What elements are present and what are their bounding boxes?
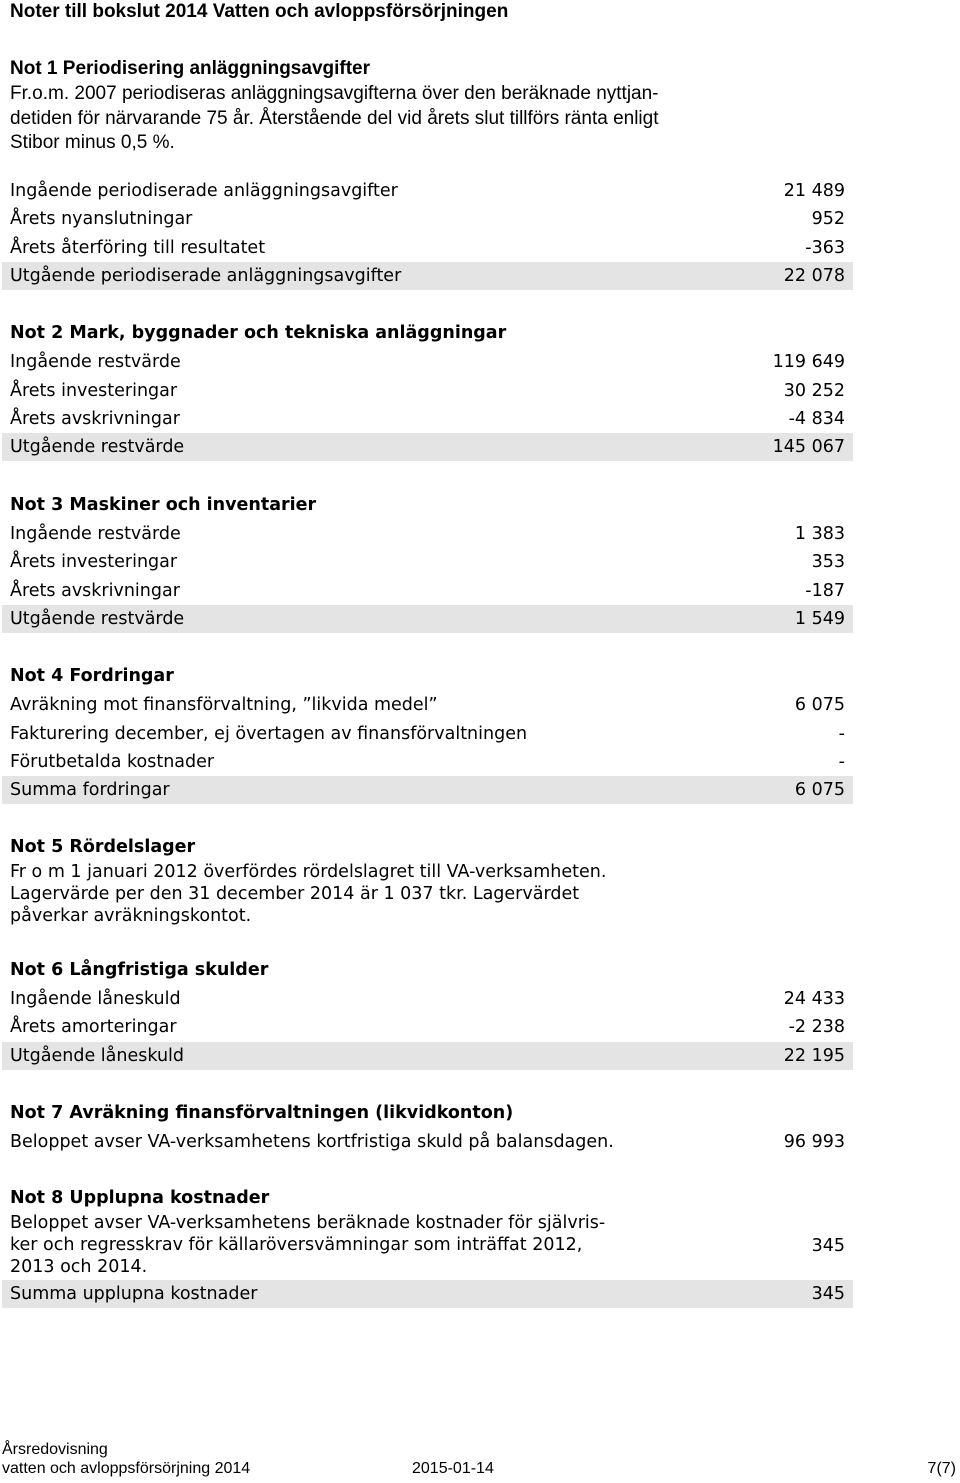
footer-subtitle: vatten och avloppsförsörjning 2014 [2,1460,251,1477]
row-value: -363 [805,238,845,258]
row-label: Årets investeringar [10,552,178,572]
row-label: Summa upplupna kostnader [10,1284,258,1304]
row-label: Ingående låneskuld [10,989,181,1009]
footer-page-number: 7(7) [927,1460,956,1477]
row-value: 952 [811,209,845,229]
note-2-total-row [2,433,853,461]
footer-date: 2015-01-14 [412,1460,494,1477]
row-label: Ingående restvärde [10,352,181,372]
row-label: Årets återföring till resultatet [10,238,266,258]
note-4-row [2,691,853,719]
row-value: - [838,724,845,744]
note-6-row [2,985,853,1013]
row-value: 6 075 [794,695,845,715]
row-value: 345 [811,1284,845,1304]
row-value: 119 649 [772,352,845,372]
note-7-row [2,1128,853,1156]
row-label: Årets avskrivningar [10,409,180,429]
row-label: Utgående låneskuld [10,1046,185,1066]
note-4-row [2,748,853,776]
row-value: 1 383 [794,524,845,544]
note-6-heading: Not 6 Långfristiga skulder [10,960,269,980]
note-5-text-line: Fr o m 1 januari 2012 överfördes rördelslagret till VA-verksamheten. [10,862,607,882]
note-6-total-row [2,1042,853,1070]
note-8-value: 345 [811,1236,845,1256]
note-2-row [2,377,853,405]
row-value: 96 993 [783,1132,845,1152]
row-value: 1 549 [794,609,845,629]
row-label: Fakturering december, ej övertagen av finansförvaltningen [10,724,528,744]
row-label: Utgående periodiserade anläggningsavgifter [10,266,402,286]
note-7-heading: Not 7 Avräkning finansförvaltningen (likvidkonton) [10,1103,514,1123]
row-label: Årets amorteringar [10,1017,177,1037]
row-value: 30 252 [783,381,845,401]
note-1-total-row [2,262,853,290]
row-value: -2 238 [788,1017,845,1037]
row-value: 6 075 [794,780,845,800]
note-4-heading: Not 4 Fordringar [10,666,174,686]
note-1-row [2,177,853,205]
note-5-text-line: Lagervärde per den 31 december 2014 är 1 037 tkr. Lagervärdet [10,884,580,904]
note-5-heading: Not 5 Rördelslager [10,837,196,857]
note-2-heading: Not 2 Mark, byggnader och tekniska anläggningar [10,323,507,343]
note-1-heading: Not 1 Periodisering anläggningsavgifter [10,58,371,79]
note-2-row [2,405,853,433]
page-title: Noter till bokslut 2014 Vatten och avloppsförsörjningen [10,1,509,22]
row-value: 22 195 [783,1046,845,1066]
note-8-text-line: Beloppet avser VA-verksamhetens beräknade kostnader för självris- [10,1213,606,1233]
note-1-row [2,205,853,233]
row-label: Utgående restvärde [10,609,185,629]
row-value: 24 433 [783,989,845,1009]
row-value: 21 489 [783,181,845,201]
note-1-text [10,82,770,156]
footer-report-name: Årsredovisning [2,1441,108,1458]
row-value: 145 067 [772,437,845,457]
row-label: Årets nyanslutningar [10,209,193,229]
note-3-row [2,577,853,605]
row-value: 22 078 [783,266,845,286]
note-3-total-row [2,605,853,633]
note-1-text-line: Fr.o.m. 2007 periodiseras anläggningsavgifterna över den beräknade nyttjan- [10,83,659,104]
note-3-row [2,520,853,548]
row-label: Årets avskrivningar [10,581,180,601]
row-label: Ingående restvärde [10,524,181,544]
note-3-row [2,548,853,576]
row-value: -4 834 [788,409,845,429]
note-1-text-line: Stibor minus 0,5 %. [10,132,175,153]
footer [2,1460,958,1480]
note-8-text-line: ker och regresskrav för källaröversvämningar som inträffat 2012, [10,1235,583,1255]
row-label: Avräkning mot finansförvaltning, ”likvida medel” [10,695,438,715]
note-1-row [2,234,853,262]
note-1-text-line: detiden för närvarande 75 år. Återstående del vid årets slut tillförs ränta enligt [10,107,659,129]
note-8-total-row [2,1280,853,1308]
row-label: Förutbetalda kostnader [10,752,215,772]
note-3-heading: Not 3 Maskiner och inventarier [10,495,317,515]
row-label: Årets investeringar [10,381,178,401]
note-6-row [2,1013,853,1041]
row-label: Ingående periodiserade anläggningsavgifter [10,181,398,201]
row-label: Utgående restvärde [10,437,185,457]
note-2-row [2,348,853,376]
note-5-text [10,861,670,927]
note-8-text-line: 2013 och 2014. [10,1257,148,1277]
note-5-text-line: påverkar avräkningskontot. [10,906,252,926]
row-value: - [838,752,845,772]
row-value: -187 [805,581,845,601]
note-4-total-row [2,776,853,804]
row-label: Beloppet avser VA-verksamhetens kortfristiga skuld på balansdagen. [10,1132,614,1152]
note-8-text [10,1212,670,1278]
row-label: Summa fordringar [10,780,170,800]
row-value: 353 [811,552,845,572]
note-8-heading: Not 8 Upplupna kostnader [10,1188,270,1208]
note-4-row [2,720,853,748]
